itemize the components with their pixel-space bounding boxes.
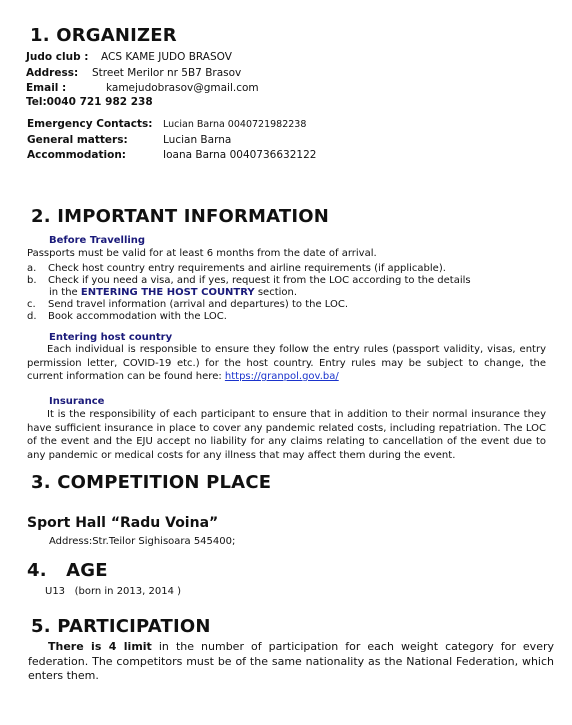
passports-text: Passports must be valid for at least 6 months from the date of arrival. (27, 248, 377, 259)
section-age-title: 4. AGE (27, 560, 108, 581)
participation-paragraph (28, 640, 554, 684)
entering-text: Each individual is responsible to ensure they follow the entry rules (passport validity, visas, entry permission letter, COVID-19 etc.) for the host country. Entry rules may be subject to change, the current information can be found here: (27, 344, 546, 382)
granpol-link[interactable]: https://granpol.gov.ba/ (224, 371, 339, 382)
insurance-heading: Insurance (49, 396, 105, 407)
club-label: Judo club : (26, 51, 89, 63)
participation-text: in the number of participation for each weight category for every federation. The competitors must be of the same nationality as the National Federation, which enters them. (28, 640, 554, 682)
general-label: General matters: (27, 134, 128, 146)
accommodation-label: Accommodation: (27, 149, 126, 161)
email-value: kamejudobrasov@gmail.com (106, 82, 259, 94)
address-label: Address: (26, 67, 79, 79)
entering-paragraph (27, 343, 546, 384)
entering-host-country-heading: Entering host country (49, 332, 173, 343)
sport-hall-name: Sport Hall “Radu Voina” (27, 515, 219, 531)
emergency-value: Lucian Barna 0040721982238 (163, 119, 307, 130)
insurance-text: It is the responsibility of each participant to ensure that in addition to their normal insurance they have sufficient insurance in place to cover any pandemic related costs, including repatriation. The LOC of the event and the EJU accept no liability for any claims relating to cancellation of the event due to any pandemic or medical costs for any illness that may affect them during the event. (27, 409, 546, 461)
list-item-continuation (49, 287, 297, 298)
section-competition-title: 3. COMPETITION PLACE (31, 472, 272, 493)
section-important-title: 2. IMPORTANT INFORMATION (31, 206, 330, 227)
emergency-label: Emergency Contacts: (27, 118, 153, 130)
sport-hall-address: Address:Str.Teilor Sighisoara 545400; (49, 536, 236, 547)
club-value: ACS KAME JUDO BRASOV (101, 51, 232, 63)
accommodation-value: Ioana Barna 0040736632122 (163, 149, 317, 161)
email-label: Email : (26, 82, 67, 94)
continuation-suffix: section. (254, 287, 298, 298)
list-item: Check if you need a visa, and if yes, request it from the LOC according to the details (48, 275, 471, 286)
continuation-prefix: in the (49, 287, 81, 298)
section-organizer-title: 1. ORGANIZER (30, 25, 177, 46)
travel-checklist (27, 263, 547, 323)
general-value: Lucian Barna (163, 134, 232, 146)
tel-line: Tel:0040 721 982 238 (26, 96, 153, 108)
age-category: U13 (born in 2013, 2014 ) (45, 586, 182, 597)
list-item: Send travel information (arrival and departures) to the LOC. (48, 299, 349, 310)
participation-limit: There is 4 limit (48, 640, 152, 653)
list-letter: a. (27, 263, 37, 274)
section-participation-title: 5. PARTICIPATION (31, 616, 211, 637)
list-letter: b. (27, 275, 37, 286)
address-value: Street Merilor nr 5B7 Brasov (92, 67, 242, 79)
list-letter: d. (27, 311, 37, 322)
list-item: Book accommodation with the LOC. (48, 311, 227, 322)
insurance-paragraph (27, 408, 546, 462)
list-item: Check host country entry requirements and airline requirements (if applicable). (48, 263, 446, 274)
before-travelling-heading: Before Travelling (49, 235, 146, 246)
list-letter: c. (27, 299, 36, 310)
host-country-reference: ENTERING THE HOST COUNTRY (80, 287, 255, 298)
